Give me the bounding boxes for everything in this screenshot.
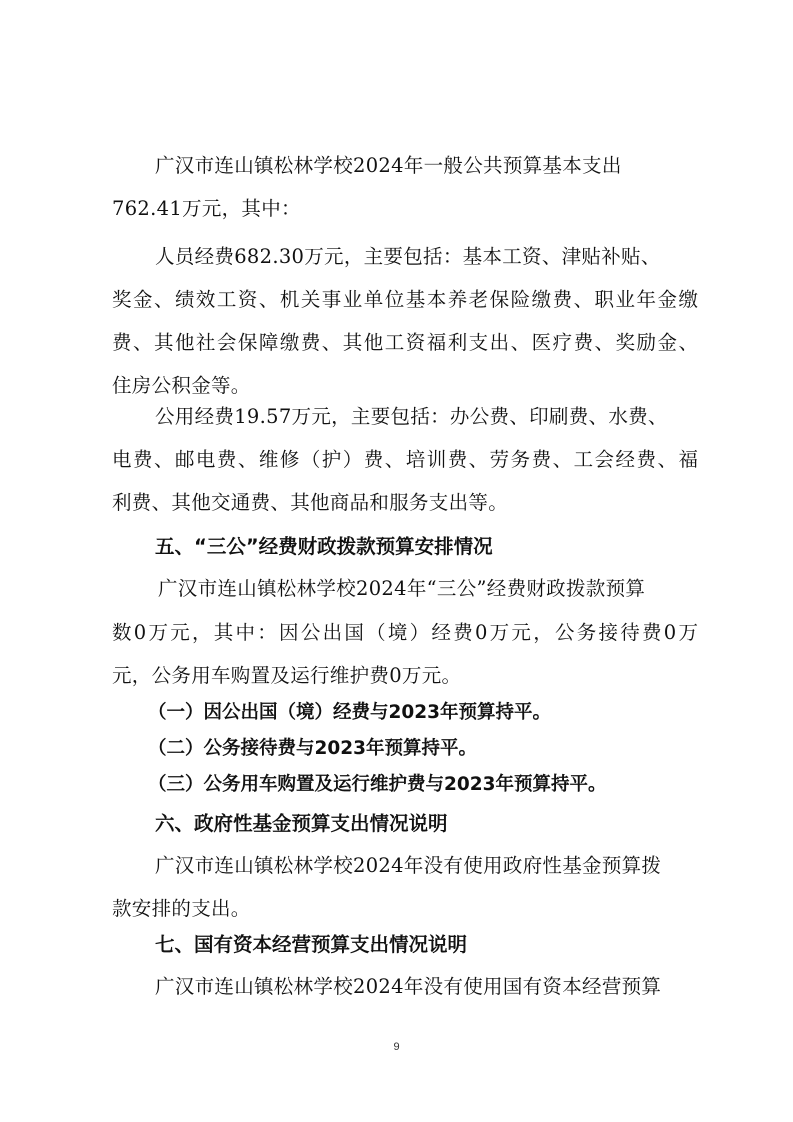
section-heading-7: 七、国有资本经营预算支出情况说明	[155, 933, 468, 956]
subsection-heading-1: （一）因公出国（境）经费与2023年预算持平。	[148, 702, 551, 723]
paragraph-line: 人员经费682.30万元，主要包括：基本工资、津贴补贴、	[155, 245, 661, 268]
subsection-heading-2: （二）公务接待费与2023年预算持平。	[148, 738, 477, 759]
paragraph-line: 奖金、绩效工资、机关事业单位基本养老保险缴费、职业年金缴	[112, 288, 698, 311]
paragraph-line: 费、其他社会保障缴费、其他工资福利支出、医疗费、奖励金、	[112, 331, 698, 354]
section-heading-5: 五、“三公”经费财政拨款预算安排情况	[155, 535, 493, 558]
section-heading-6: 六、政府性基金预算支出情况说明	[155, 812, 448, 835]
subsection-heading-3: （三）公务用车购置及运行维护费与2023年预算持平。	[148, 774, 607, 795]
paragraph-line: 住房公积金等。	[112, 374, 251, 397]
paragraph-line: 利费、其他交通费、其他商品和服务支出等。	[112, 491, 509, 514]
paragraph-line: 广汉市连山镇松林学校2024年“三公”经费财政拨款预算	[158, 577, 646, 600]
paragraph-line: 公用经费19.57万元，主要包括：办公费、印刷费、水费、	[155, 405, 668, 428]
paragraph-line: 广汉市连山镇松林学校2024年没有使用国有资本经营预算	[155, 975, 662, 998]
paragraph-line: 广汉市连山镇松林学校2024年没有使用政府性基金预算拨	[155, 854, 662, 877]
paragraph-line: 元，公务用车购置及运行维护费0万元。	[112, 664, 462, 687]
paragraph-line: 数0万元，其中：因公出国（境）经费0万元，公务接待费0万	[112, 621, 698, 644]
paragraph-line: 762.41万元，其中：	[112, 197, 301, 220]
paragraph-line: 款安排的支出。	[112, 897, 251, 920]
paragraph-line: 广汉市连山镇松林学校2024年一般公共预算基本支出	[155, 154, 622, 177]
paragraph-line: 电费、邮电费、维修（护）费、培训费、劳务费、工会经费、福	[112, 448, 698, 471]
page-number: 9	[393, 1041, 400, 1053]
